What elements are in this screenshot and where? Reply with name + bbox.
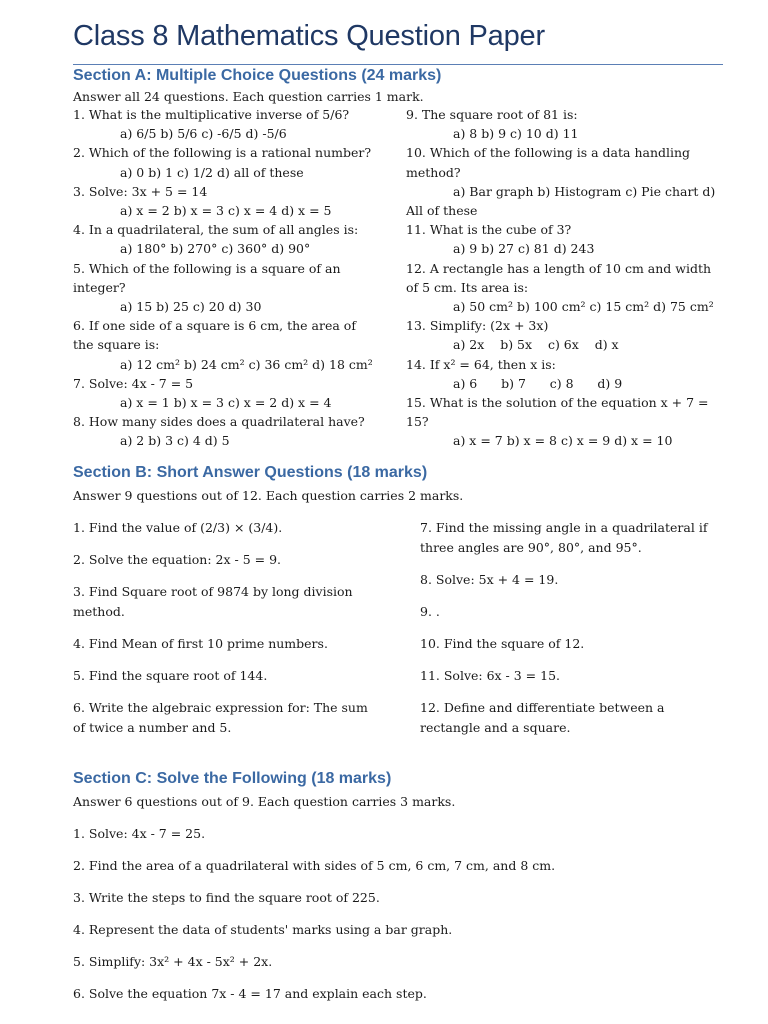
section-c-instruction: Answer 6 questions out of 9. Each question carries 3 marks. <box>73 794 456 809</box>
short-answer-item: 11. Solve: 6x - 3 = 15. <box>420 668 561 683</box>
short-answer-item: 8. Solve: 5x + 4 = 19. <box>420 572 559 587</box>
short-answer-item: 1. Find the value of (2/3) × (3/4). <box>73 520 283 535</box>
short-answer-item: 5. Find the square root of 144. <box>73 668 268 683</box>
short-answer-item: 7. Find the missing angle in a quadrilateral if three angles are 90°, 80°, and 95°. <box>420 520 708 555</box>
mcq-question: 5. Which of the following is a square of an integer? <box>73 260 341 295</box>
mcq-options: a) x = 7 b) x = 8 c) x = 9 d) x = 10 <box>453 433 673 449</box>
mcq-options: a) 2x b) 5x c) 6x d) x <box>453 337 619 353</box>
short-answer-item: 6. Write the algebraic expression for: The sum of twice a number and 5. <box>73 700 368 735</box>
short-answer-item: 9. . <box>420 604 440 619</box>
mcq-item <box>406 220 724 258</box>
mcq-options: a) 180° b) 270° c) 360° d) 90° <box>120 241 311 257</box>
mcq-item <box>73 259 378 317</box>
mcq-question: 6. If one side of a square is 6 cm, the area of the square is: <box>73 318 356 353</box>
long-answer-item: 2. Find the area of a quadrilateral with sides of 5 cm, 6 cm, 7 cm, and 8 cm. <box>73 858 556 873</box>
short-answer-item: 12. Define and differentiate between a rectangle and a square. <box>420 700 665 735</box>
mcq-options: a) 6/5 b) 5/6 c) -6/5 d) -5/6 <box>120 126 287 142</box>
page-title: Class 8 Mathematics Question Paper <box>73 20 545 52</box>
mcq-question: 3. Solve: 3x + 5 = 14 <box>73 183 208 199</box>
mcq-item <box>406 316 724 354</box>
mcq-item <box>73 105 378 143</box>
mcq-item <box>406 105 724 143</box>
mcq-question: 12. A rectangle has a length of 10 cm and width of 5 cm. Its area is: <box>406 260 712 295</box>
mcq-options: a) 15 b) 25 c) 20 d) 30 <box>120 299 262 315</box>
mcq-options: a) 6 b) 7 c) 8 d) 9 <box>453 375 623 391</box>
mcq-options: a) 0 b) 1 c) 1/2 d) all of these <box>120 164 304 180</box>
short-answer-item: 4. Find Mean of first 10 prime numbers. <box>73 636 328 651</box>
mcq-question: 9. The square root of 81 is: <box>406 107 578 122</box>
section-a-title: Section A: Multiple Choice Questions (24 marks) <box>73 67 442 84</box>
mcq-question: 4. In a quadrilateral, the sum of all angles is: <box>73 222 359 238</box>
mcq-item <box>73 316 378 374</box>
mcq-options: a) 50 cm² b) 100 cm² c) 15 cm² d) 75 cm² <box>453 299 714 315</box>
mcq-question: 1. What is the multiplicative inverse of 5/6? <box>73 107 350 122</box>
mcq-options: a) x = 2 b) x = 3 c) x = 4 d) x = 5 <box>120 203 332 219</box>
mcq-item <box>73 143 378 181</box>
mcq-question: 13. Simplify: (2x + 3x) <box>406 318 549 334</box>
mcq-item <box>406 259 724 317</box>
long-answer-item: 3. Write the steps to find the square root of 225. <box>73 890 380 905</box>
mcq-item <box>73 412 378 450</box>
short-answer-item: 3. Find Square root of 9874 by long division method. <box>73 584 353 619</box>
mcq-item <box>73 220 378 258</box>
mcq-question: 8. How many sides does a quadrilateral have? <box>73 414 365 430</box>
mcq-options: a) x = 1 b) x = 3 c) x = 2 d) x = 4 <box>120 395 332 411</box>
mcq-item <box>406 393 724 451</box>
section-b-title: Section B: Short Answer Questions (18 marks) <box>73 464 428 481</box>
title-divider <box>73 64 723 65</box>
mcq-options: a) 9 b) 27 c) 81 d) 243 <box>453 241 595 257</box>
mcq-options: a) Bar graph b) Histogram c) Pie chart d) All of these <box>406 183 716 219</box>
mcq-question: 11. What is the cube of 3? <box>406 222 572 238</box>
mcq-question: 10. Which of the following is a data handling method? <box>406 145 691 180</box>
short-answer-item: 2. Solve the equation: 2x - 5 = 9. <box>73 552 282 567</box>
mcq-item <box>406 143 724 220</box>
mcq-question: 15. What is the solution of the equation x + 7 = 15? <box>406 395 709 430</box>
long-answer-item: 5. Simplify: 3x² + 4x - 5x² + 2x. <box>73 954 273 969</box>
mcq-item <box>406 355 724 393</box>
short-answer-item: 10. Find the square of 12. <box>420 636 585 651</box>
mcq-question: 14. If x² = 64, then x is: <box>406 356 556 372</box>
section-a-left-column <box>73 105 378 451</box>
mcq-question: 2. Which of the following is a rational number? <box>73 145 372 161</box>
mcq-options: a) 12 cm² b) 24 cm² c) 36 cm² d) 18 cm² <box>120 356 373 372</box>
section-b-instruction: Answer 9 questions out of 12. Each question carries 2 marks. <box>73 488 464 503</box>
mcq-options: a) 8 b) 9 c) 10 d) 11 <box>453 126 579 142</box>
mcq-item <box>73 374 378 412</box>
section-a-instruction: Answer all 24 questions. Each question carries 1 mark. <box>73 89 424 104</box>
section-c-title: Section C: Solve the Following (18 marks) <box>73 770 392 787</box>
section-a-right-column <box>406 105 724 451</box>
mcq-item <box>73 182 378 220</box>
mcq-options: a) 2 b) 3 c) 4 d) 5 <box>120 433 230 449</box>
long-answer-item: 6. Solve the equation 7x - 4 = 17 and explain each step. <box>73 986 427 1001</box>
mcq-question: 7. Solve: 4x - 7 = 5 <box>73 375 194 391</box>
long-answer-item: 1. Solve: 4x - 7 = 25. <box>73 826 206 841</box>
long-answer-item: 4. Represent the data of students' marks using a bar graph. <box>73 922 453 937</box>
